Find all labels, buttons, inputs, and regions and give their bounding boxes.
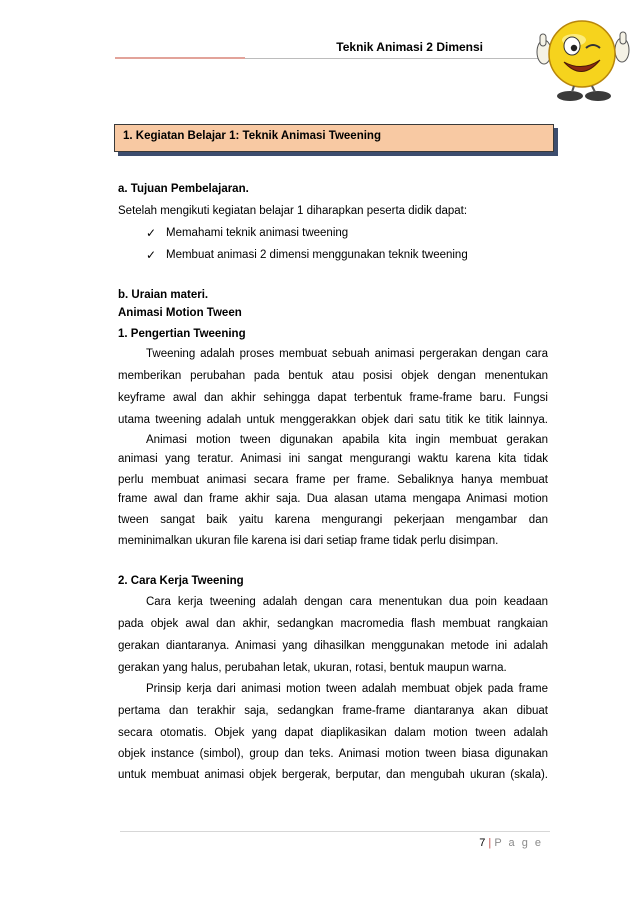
tujuan-heading: a. Tujuan Pembelajaran.	[118, 183, 249, 195]
paragraph-line-last: meminimalkan ukuran file karena isi dari setiap frame tidak perlu disimpan.	[118, 535, 499, 547]
paragraph-line: Tweening adalah proses membuat sebuah animasi pergerakan dengan cara	[146, 348, 548, 360]
footer-rule	[120, 831, 550, 832]
left-shoe-icon	[557, 91, 583, 101]
smiley-mascot-icon	[530, 10, 635, 110]
footer-separator: |	[488, 837, 492, 849]
page-number: 7	[479, 837, 486, 849]
right-thumb-icon	[620, 32, 626, 44]
paragraph-line: animasi yang teratur. Animasi ini sangat mengurangi waktu karena kita tidak	[118, 453, 548, 465]
uraian-heading: b. Uraian materi.	[118, 289, 209, 301]
right-shoe-icon	[585, 91, 611, 101]
paragraph-line: Prinsip kerja dari animasi motion tween adalah membuat objek pada frame	[146, 683, 548, 695]
paragraph-line-last: gerakan yang halus, perubahan letak, ukuran, rotasi, bentuk maupun warna.	[118, 662, 507, 674]
page-footer	[479, 837, 543, 849]
paragraph-line: gerakan diantaranya. Animasi yang dihasilkan menggunakan metode ini adalah	[118, 640, 548, 652]
section-title: 1. Kegiatan Belajar 1: Teknik Animasi Tweening	[123, 130, 381, 142]
uraian-subheading: Animasi Motion Tween	[118, 307, 242, 319]
paragraph-line: keyframe awal dan akhir sehingga dapat terbentuk frame-frame baru. Fungsi	[118, 392, 548, 404]
checkmark-icon: ✓	[146, 226, 157, 240]
page-label: P a g e	[494, 837, 543, 849]
pengertian-heading: 1. Pengertian Tweening	[118, 328, 246, 340]
checkmark-icon: ✓	[146, 248, 157, 262]
tujuan-bullet: Membuat animasi 2 dimensi menggunakan teknik tweening	[166, 249, 468, 261]
tujuan-bullet: Memahami teknik animasi tweening	[166, 227, 349, 239]
paragraph-line: pada objek awal dan akhir, sedangkan macromedia flash membuat rangkaian	[118, 618, 548, 630]
header-rule-accent	[115, 57, 245, 59]
paragraph-line: memberikan perubahan pada bentuk atau posisi objek dengan menentukan	[118, 370, 548, 382]
paragraph-line: objek instance (simbol), group dan teks. Animasi motion tween biasa digunakan	[118, 748, 548, 760]
paragraph-line: tween sangat baik yaitu karena mengurangi pekerjaan mengambar dan	[118, 514, 548, 526]
paragraph-line: perlu membuat animasi secara frame per frame. Sebaliknya hanya membuat	[118, 474, 548, 486]
paragraph-line: Animasi motion tween digunakan apabila kita ingin membuat gerakan	[146, 434, 548, 446]
tujuan-intro: Setelah mengikuti kegiatan belajar 1 diharapkan peserta didik dapat:	[118, 205, 468, 217]
paragraph-line: untuk membuat animasi objek bergerak, berputar, dan mengubah ukuran (skala).	[118, 769, 548, 781]
paragraph-line: secara otomatis. Objek yang dapat diaplikasikan dalam motion tween adalah	[118, 727, 548, 739]
cara-kerja-heading: 2. Cara Kerja Tweening	[118, 575, 244, 587]
paragraph-line: Cara kerja tweening adalah dengan cara menentukan dua poin keadaan	[146, 596, 548, 608]
paragraph-line: utama tweening adalah untuk menggerakkan objek dari satu titik ke titik lainnya.	[118, 414, 548, 426]
section-title-box	[114, 124, 554, 152]
paragraph-line: pertama dan terakhir saja, sedangkan frame-frame diantaranya akan dibuat	[118, 705, 548, 717]
header-title: Teknik Animasi 2 Dimensi	[336, 40, 483, 54]
left-thumb-icon	[540, 34, 546, 46]
paragraph-line: frame awal dan frame akhir saja. Dua alasan utama mengapa Animasi motion	[118, 493, 548, 505]
smiley-face-icon	[549, 21, 615, 87]
